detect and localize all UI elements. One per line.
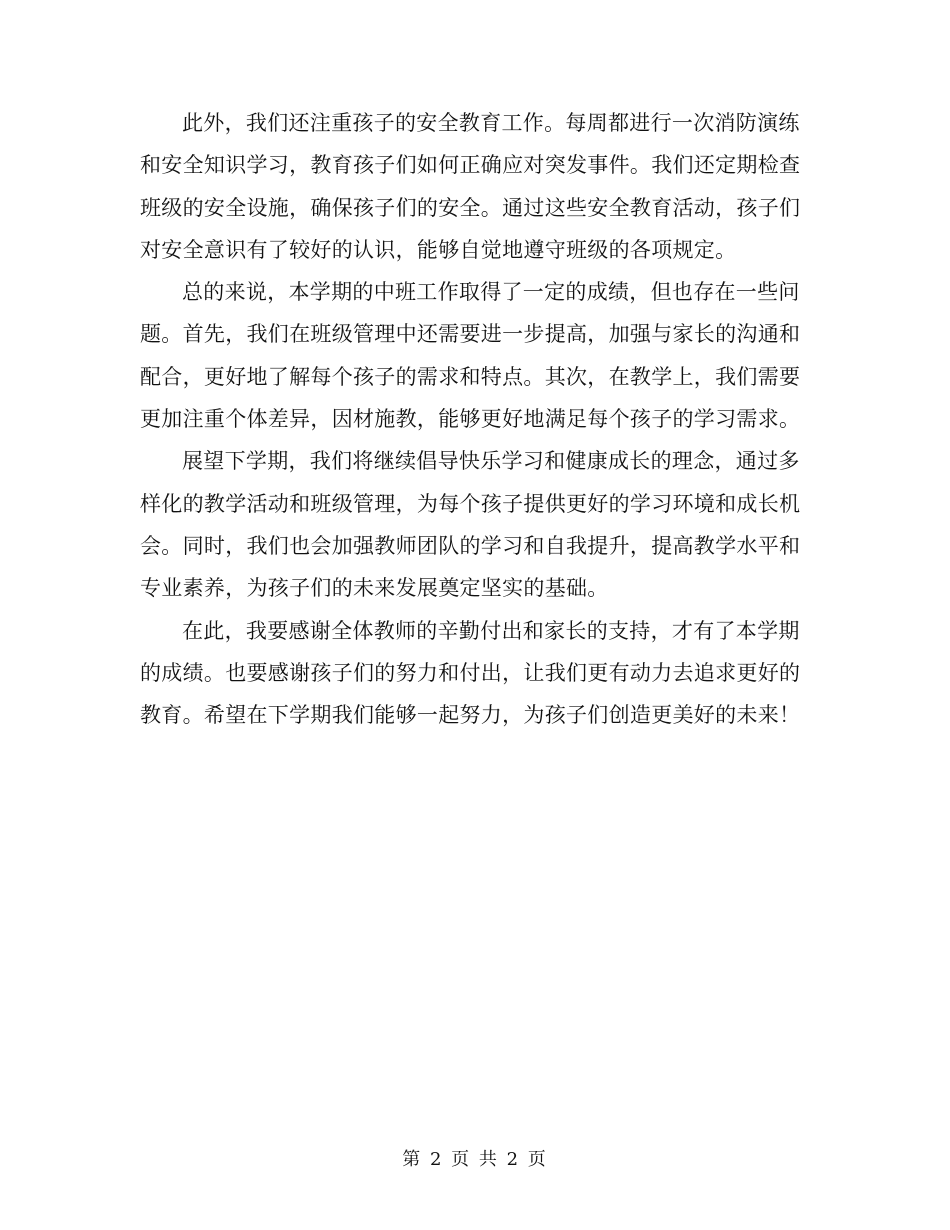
page-number-footer: 第 2 页 共 2 页 <box>402 1149 548 1170</box>
document-body <box>140 102 805 736</box>
paragraph-acknowledgements: 在此，我要感谢全体教师的辛勤付出和家长的支持，才有了本学期的成绩。也要感谢孩子们的努力和付出，让我们更有动力去追求更好的教育。希望在下学期我们能够一起努力，为孩子们创造更美好的未来！ <box>140 618 801 728</box>
paragraph-summary-problems: 总的来说，本学期的中班工作取得了一定的成绩，但也存在一些问题。首先，我们在班级管理中还需要进一步提高，加强与家长的沟通和配合，更好地了解每个孩子的需求和特点。其次，在教学上，我们需要更加注重个体差异，因材施教，能够更好地满足每个孩子的学习需求。 <box>140 280 801 432</box>
paragraph-safety-education: 此外，我们还注重孩子的安全教育工作。每周都进行一次消防演练和安全知识学习，教育孩子们如何正确应对突发事件。我们还定期检查班级的安全设施，确保孩子们的安全。通过这些安全教育活动，孩子们对安全意识有了较好的认识，能够自觉地遵守班级的各项规定。 <box>140 111 801 262</box>
paragraph-next-semester-outlook: 展望下学期，我们将继续倡导快乐学习和健康成长的理念，通过多样化的教学活动和班级管理，为每个孩子提供更好的学习环境和成长机会。同时，我们也会加强教师团队的学习和自我提升，提高教学水平和专业素养，为孩子们的未来发展奠定坚实的基础。 <box>140 449 801 601</box>
